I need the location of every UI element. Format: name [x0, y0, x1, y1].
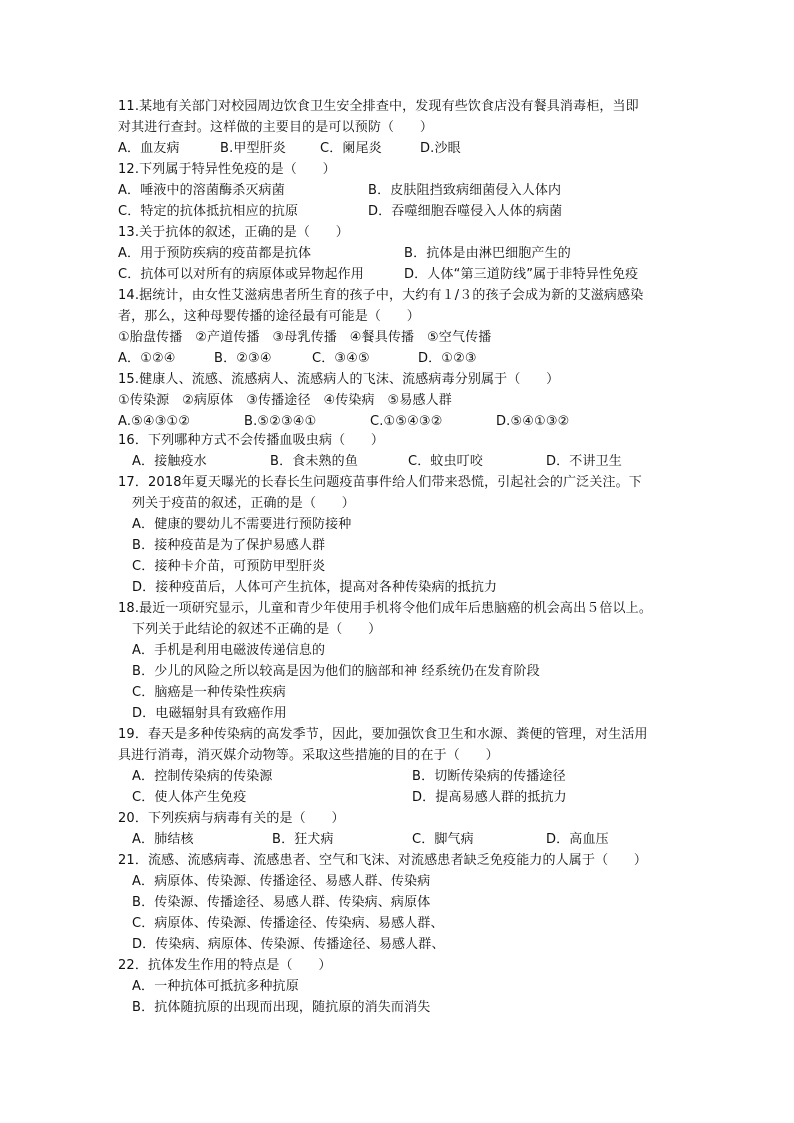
q20-option-a: A．肺结核 [132, 832, 194, 847]
q17-option-a: A．健康的婴幼儿不需要进行预防接种 [132, 517, 352, 532]
q15-choices: ①传染源 ②病原体 ③传播途径 ④传染病 ⑤易感人群 [118, 393, 452, 408]
q15-stem: 15.健康人、流感、流感病人、流感病人的飞沫、流感病毒分别属于（ ） [118, 372, 560, 387]
q21-stem: 21．流感、流感病毒、流感患者、空气和飞沫、对流感患者缺乏免疫能力的人属于（ ） [118, 853, 648, 868]
q12-option-c: C．特定的抗体抵抗相应的抗原 [118, 204, 299, 219]
q15-option-b: B.⑤②③④① [244, 414, 317, 429]
q18-option-d: D．电磁辐射具有致癌作用 [132, 706, 287, 721]
q11-option-b: B.甲型肝炎 [220, 141, 286, 156]
q20-option-d: D．高血压 [546, 832, 609, 847]
q13-option-d: D．人体“第三道防线”属于非特异性免疫 [404, 267, 639, 282]
q14-option-c: C．③④⑤ [312, 351, 370, 366]
q21-option-d: D．传染病、病原体、传染源、传播途径、易感人群、 [132, 937, 445, 952]
q17-option-b: B．接种疫苗是为了保护易感人群 [132, 538, 326, 553]
q20-option-b: B．狂犬病 [272, 832, 334, 847]
q11-option-a: A．血友病 [118, 141, 180, 156]
q11-stem-line1: 11.某地有关部门对校园周边饮食卫生安全排查中，发现有些饮食店没有餐具消毒柜，当即 [118, 99, 639, 114]
q13-stem: 13.关于抗体的叙述，正确的是（ ） [118, 225, 349, 240]
q14-option-a: A．①②④ [118, 351, 176, 366]
q18-option-c: C．脑癌是一种传染性疾病 [132, 685, 286, 700]
q18-option-b: B．少儿的风险之所以较高是因为他们的脑部和神 经系统仍在发育阶段 [132, 664, 540, 679]
q18-stem-line1: 18.最近一项研究显示，儿童和青少年使用手机将令他们成年后患脑癌的机会高出５倍以上。 [118, 601, 652, 616]
q20-stem: 20．下列疾病与病毒有关的是（ ） [118, 811, 345, 826]
q13-option-a: A．用于预防疾病的疫苗都是抗体 [118, 246, 312, 261]
q17-stem-line1: 17．2018年夏天曝光的长春长生问题疫苗事件给人们带来恐慌，引起社会的广泛关注。下 [118, 475, 642, 490]
q19-option-d: D．提高易感人群的抵抗力 [412, 790, 567, 805]
q18-stem-line2: 下列关于此结论的叙述不正确的是（ ） [132, 622, 382, 637]
q12-option-d: D．吞噬细胞吞噬侵入人体的病菌 [368, 204, 563, 219]
q19-option-c: C．使人体产生免疫 [132, 790, 247, 805]
q21-option-b: B．传染源、传播途径、易感人群、传染病、病原体 [132, 895, 431, 910]
q22-option-a: A．一种抗体可抵抗多种抗原 [132, 979, 299, 994]
q14-option-b: B．②③④ [214, 351, 272, 366]
q11-option-c: C．阑尾炎 [320, 141, 382, 156]
q14-choices: ①胎盘传播 ②产道传播 ③母乳传播 ④餐具传播 ⑤空气传播 [118, 330, 492, 345]
q22-stem: 22．抗体发生作用的特点是（ ） [118, 958, 332, 973]
q16-option-d: D．不讲卫生 [546, 454, 622, 469]
q12-option-a: A．唾液中的溶菌酶杀灭病菌 [118, 183, 285, 198]
q15-option-d: D.⑤④①③② [496, 414, 570, 429]
q12-option-b: B．皮肤阻挡致病细菌侵入人体内 [368, 183, 562, 198]
q16-option-a: A．接触疫水 [132, 454, 207, 469]
q15-option-c: C.①⑤④③② [370, 414, 443, 429]
q17-option-d: D．接种疫苗后，人体可产生抗体，提高对各种传染病的抵抗力 [132, 580, 498, 595]
q20-option-c: C．脚气病 [412, 832, 474, 847]
q16-option-c: C．蚊虫叮咬 [408, 454, 483, 469]
q16-option-b: B．食未熟的鱼 [270, 454, 358, 469]
q17-option-c: C．接种卡介苗，可预防甲型肝炎 [132, 559, 326, 574]
q16-stem: 16．下列哪种方式不会传播血吸虫病（ ） [118, 433, 385, 448]
q14-stem-line2: 者，那么，这种母婴传播的途径最有可能是（ ） [118, 309, 420, 324]
q18-option-a: A．手机是利用电磁波传递信息的 [132, 643, 326, 658]
q15-option-a: A.⑤④③①② [118, 414, 191, 429]
q19-option-b: B．切断传染病的传播途径 [412, 769, 566, 784]
q17-stem-line2: 列关于疫苗的叙述，正确的是（ ） [132, 496, 355, 511]
q13-option-c: C．抗体可以对所有的病原体或异物起作用 [118, 267, 364, 282]
q19-stem-line1: 19．春天是多种传染病的高发季节，因此，要加强饮食卫生和水源、粪便的管理，对生活用 [118, 727, 648, 742]
q22-option-b: B．抗体随抗原的出现而出现，随抗原的消失而消失 [132, 1000, 431, 1015]
q13-option-b: B．抗体是由淋巴细胞产生的 [404, 246, 571, 261]
q14-option-d: D．①②③ [418, 351, 477, 366]
q21-option-c: C．病原体、传染源、传播途径、传染病、易感人群、 [132, 916, 444, 931]
q11-stem-line2: 对其进行查封。这样做的主要目的是可以预防（ ） [118, 120, 433, 135]
q19-option-a: A．控制传染病的传染源 [132, 769, 273, 784]
q21-option-a: A．病原体、传染源、传播途径、易感人群、传染病 [132, 874, 431, 889]
q19-stem-line2: 具进行消毒，消灭媒介动物等。采取这些措施的目的在于（ ） [118, 748, 499, 763]
q11-option-d: D.沙眼 [420, 141, 461, 156]
q14-stem-line1: 14.据统计，由女性艾滋病患者所生育的孩子中，大约有１/３的孩子会成为新的艾滋病感染 [118, 288, 644, 303]
q12-stem: 12.下列属于特异性免疫的是（ ） [118, 162, 336, 177]
